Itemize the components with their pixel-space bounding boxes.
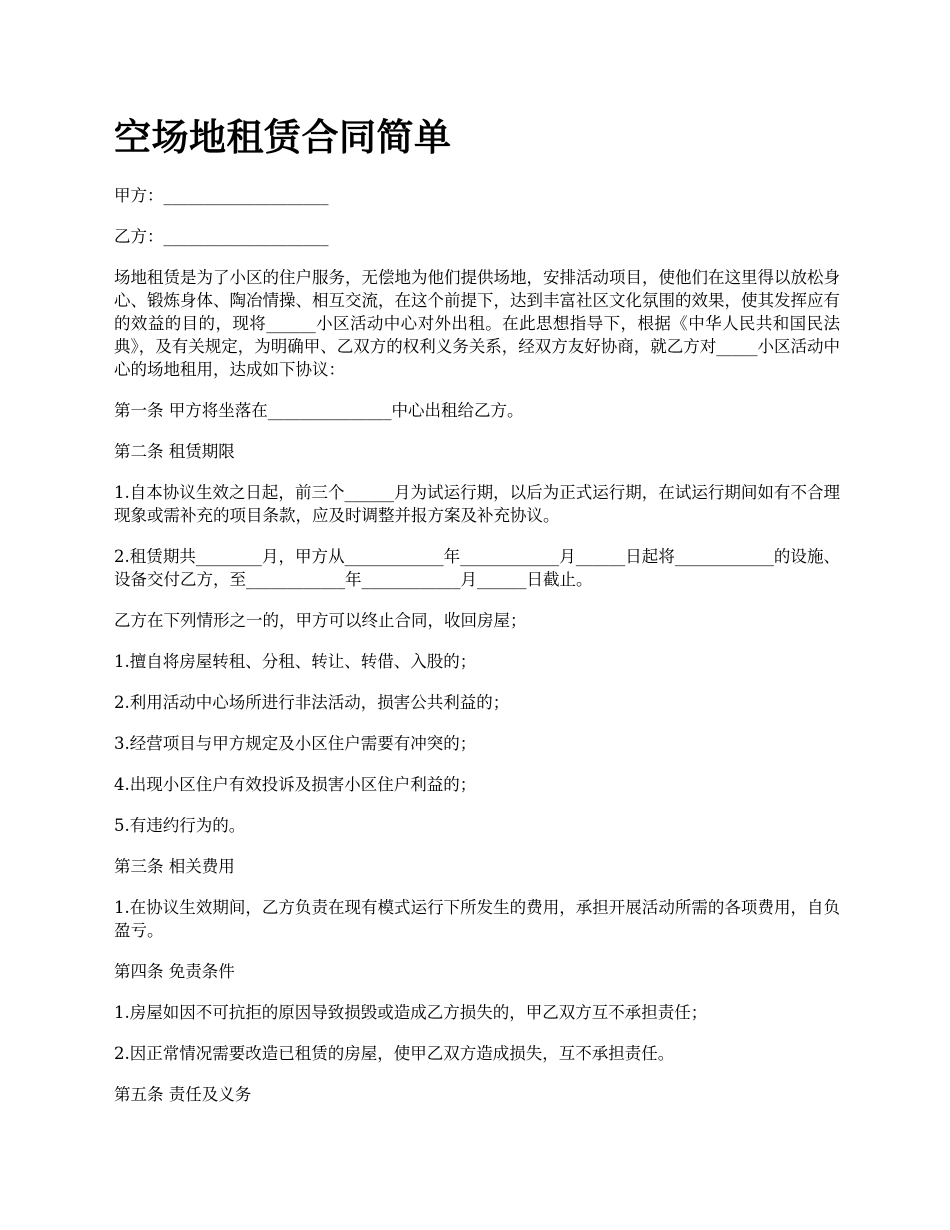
- article-2-clause-1: 1.自本协议生效之日起，前三个______月为试运行期，以后为正式运行期，在试运行期间如有不合理现象或需补充的项目条款，应及时调整并报方案及补充协议。: [114, 483, 840, 525]
- preamble-paragraph: 场地租赁是为了小区的住户服务，无偿地为他们提供场地，安排活动项目，使他们在这里得以放松身心、锻炼身体、陶冶情操、相互交流，在这个前提下，达到丰富社区文化氛围的效果，使其发挥应有的效益的目的，现将______小区活动中心对外出租。在此思想指导下，根据《中华人民共和国民法典》，及有关规定，为明确甲、乙双方的权利义务关系，经双方友好协商，就乙方对_____小区活动中心的场地租用，达成如下协议：: [114, 268, 840, 379]
- party-a-line: 甲方：____________________: [114, 186, 329, 205]
- termination-item-2: 2.利用活动中心场所进行非法活动，损害公共利益的；: [114, 693, 510, 712]
- termination-item-3: 3.经营项目与甲方规定及小区住户需要有冲突的；: [114, 734, 477, 753]
- party-b-line: 乙方：____________________: [114, 227, 329, 246]
- termination-item-1: 1.擅自将房屋转租、分租、转让、转借、入股的；: [114, 652, 477, 671]
- article-4-clause-1: 1.房屋如因不可抗拒的原因导致损毁或造成乙方损失的，甲乙双方互不承担责任；: [114, 1003, 708, 1022]
- article-1: 第一条 甲方将坐落在_______________中心出租给乙方。: [114, 401, 524, 420]
- document-title: 空场地租赁合同简单: [114, 116, 452, 159]
- article-3-clause-1: 1.在协议生效期间，乙方负责在现有模式运行下所发生的费用，承担开展活动所需的各项费用，自负盈亏。: [114, 898, 840, 940]
- article-2-clause-2: 2.租赁期共________月，甲方从____________年____________月______日起将____________的设施、设备交付乙方，至____________年____________月______日截止。: [114, 547, 840, 589]
- termination-intro: 乙方在下列情形之一的，甲方可以终止合同，收回房屋；: [114, 611, 527, 630]
- article-3-heading: 第三条 相关费用: [114, 857, 235, 876]
- termination-item-5: 5.有违约行为的。: [114, 816, 246, 835]
- document-page: [114, 112, 840, 1124]
- article-5-heading: 第五条 责任及义务: [114, 1085, 252, 1104]
- article-4-clause-2: 2.因正常情况需要改造已租赁的房屋，使甲乙双方造成损失，互不承担责任。: [114, 1044, 675, 1063]
- article-2-heading: 第二条 租赁期限: [114, 442, 235, 461]
- termination-item-4: 4.出现小区住户有效投诉及损害小区住户利益的；: [114, 775, 477, 794]
- article-4-heading: 第四条 免责条件: [114, 962, 235, 981]
